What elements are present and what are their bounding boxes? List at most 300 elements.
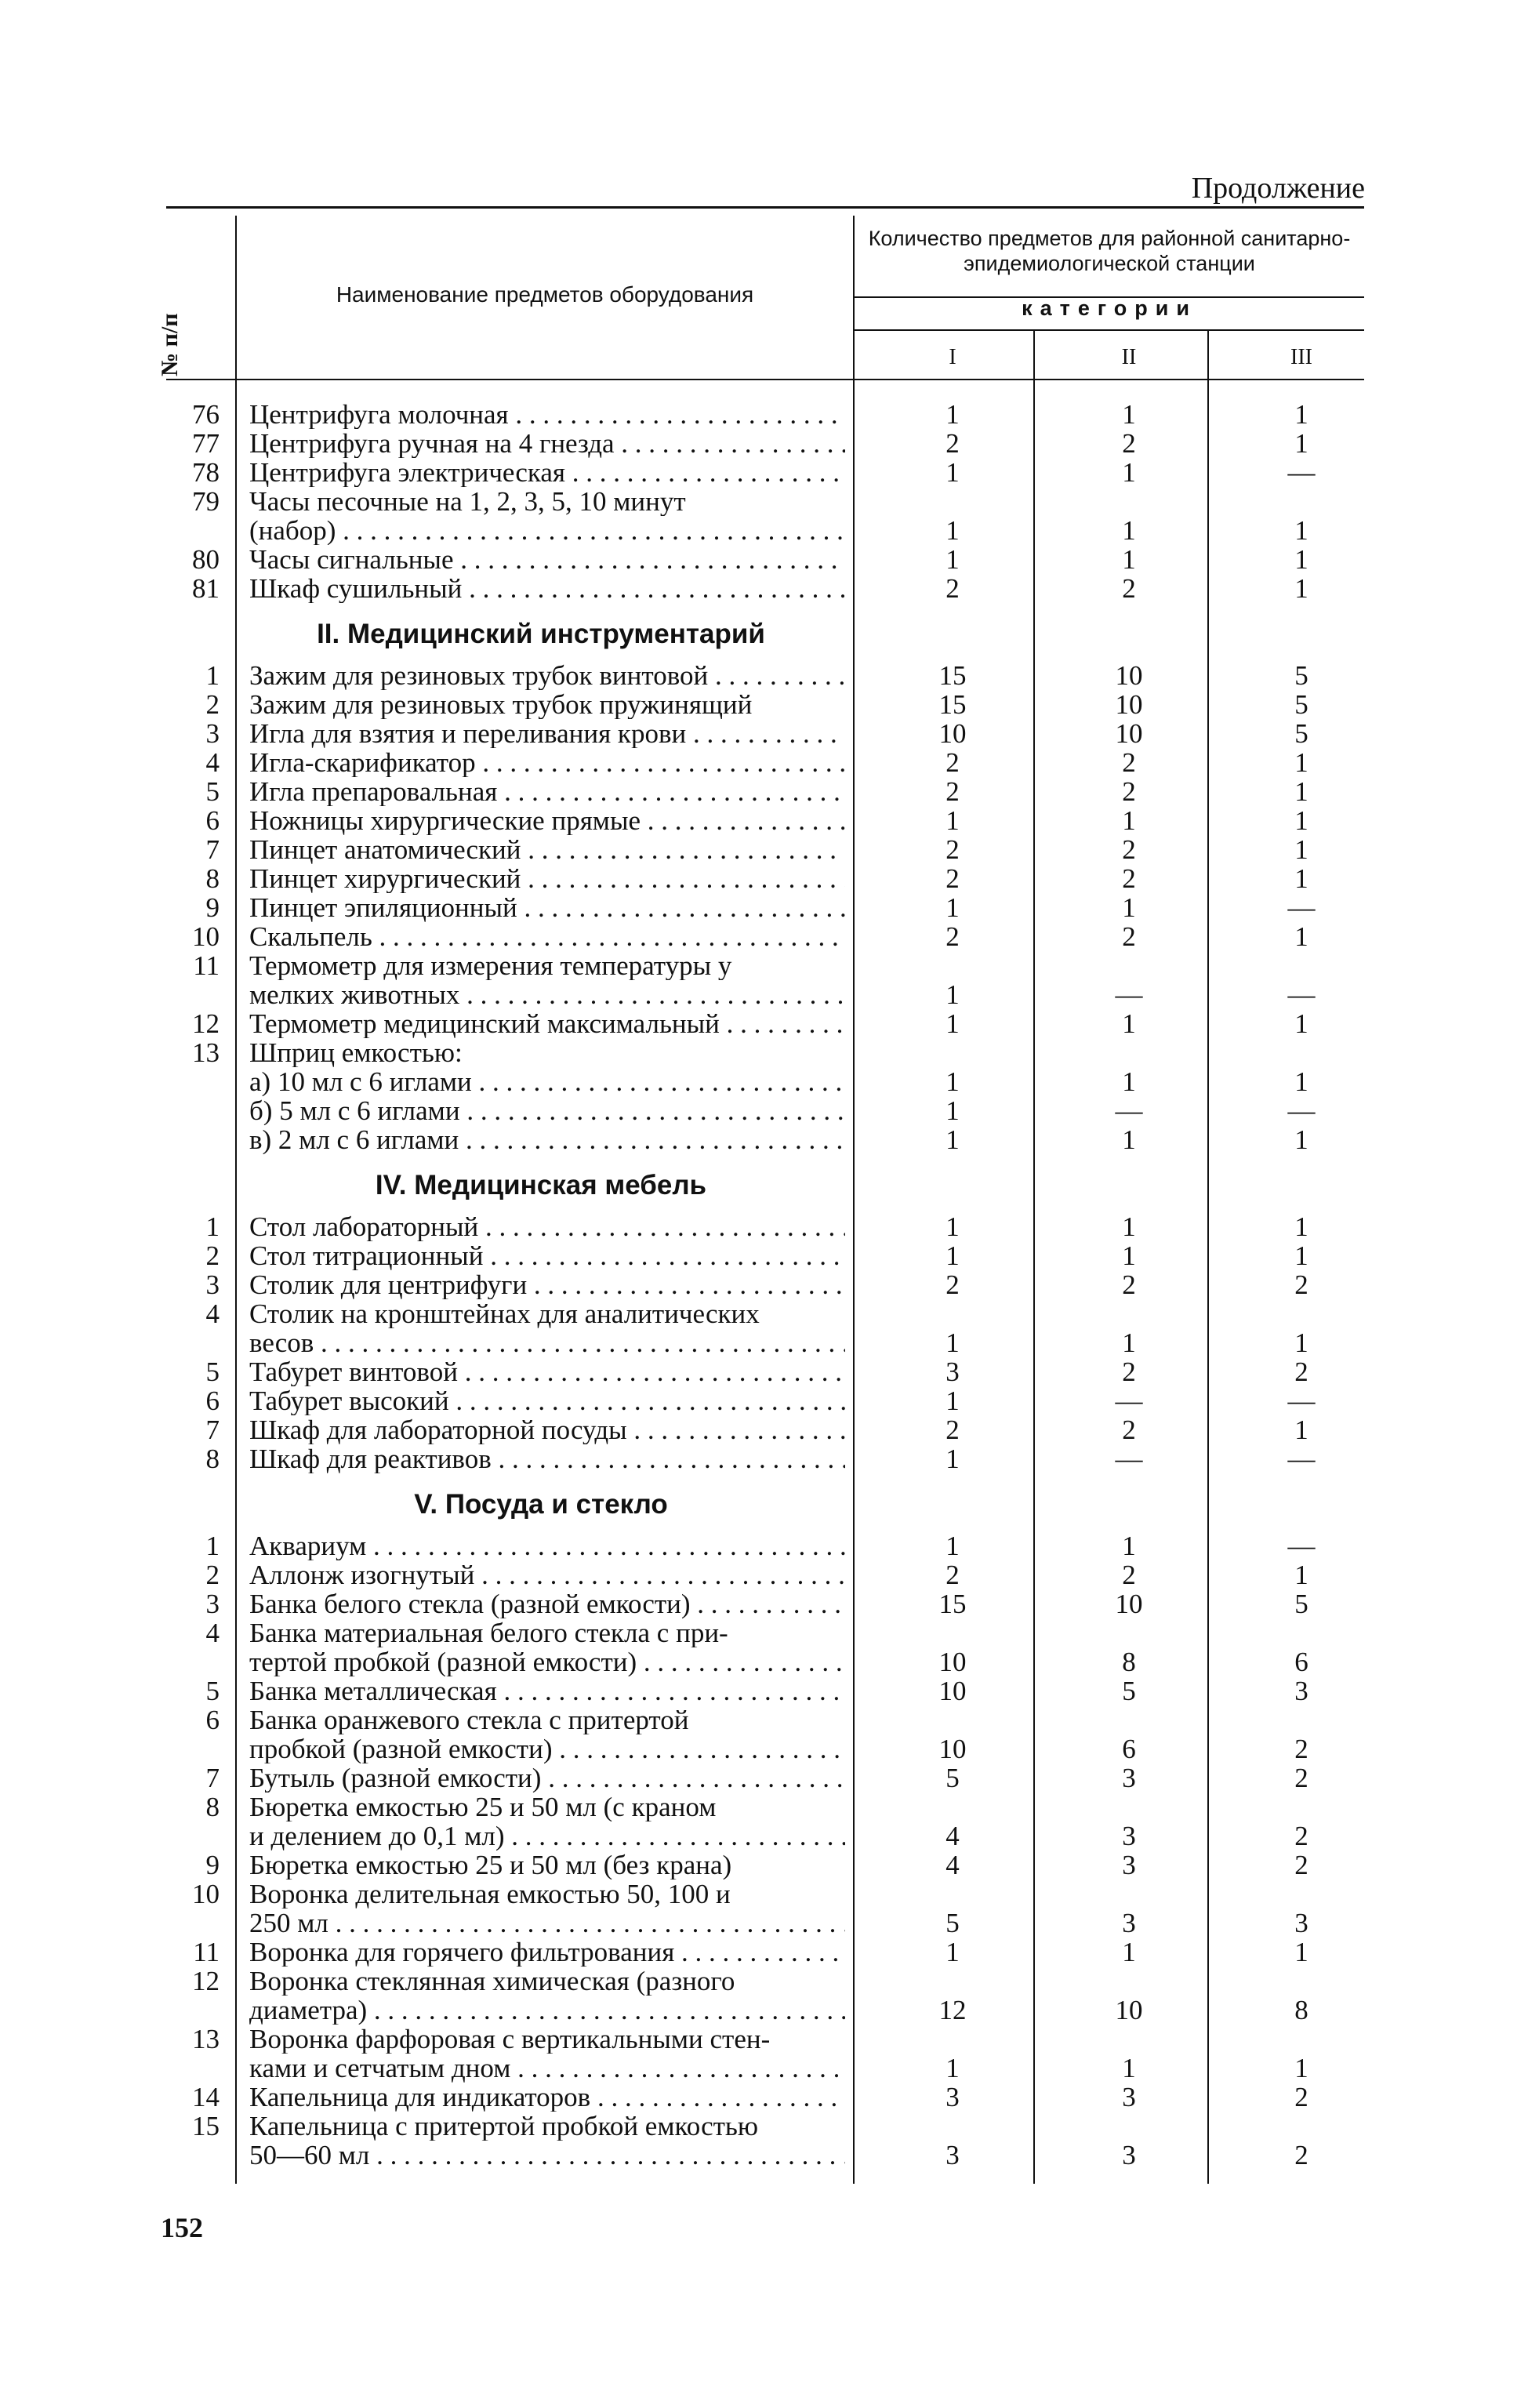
table-row <box>0 1560 1528 1589</box>
item-name: Капельница с притертой пробкой емкостью <box>249 2112 759 2141</box>
item-name: диаметра) . . . <box>249 1996 845 2025</box>
qty-category-1: 2 <box>945 921 960 952</box>
qty-category-1: 1 <box>945 1937 960 1967</box>
qty-category-3: — <box>1287 1095 1316 1126</box>
qty-category-3: 6 <box>1294 1647 1308 1677</box>
qty-category-3: 1 <box>1294 573 1308 604</box>
item-name: Ножницы хирургические прямые . . . <box>249 806 845 835</box>
row-number: 8 <box>205 1792 220 1822</box>
qty-category-1: 15 <box>938 660 967 691</box>
table-row <box>0 690 1528 719</box>
continuation-label: Продолжение <box>1191 172 1365 205</box>
qty-category-2: — <box>1115 1095 1143 1126</box>
qty-category-3: — <box>1287 1386 1316 1416</box>
qty-category-2: 1 <box>1122 515 1136 546</box>
table-row <box>0 1328 1528 1357</box>
row-number: 7 <box>205 1415 220 1445</box>
qty-category-1: 1 <box>945 805 960 836</box>
item-name: Центрифуга ручная на 4 гнезда . . . <box>249 429 845 458</box>
qty-category-1: 10 <box>938 718 967 749</box>
item-name: Воронка для горячего фильтрования . . . <box>249 1938 845 1967</box>
qty-category-1: 1 <box>945 544 960 575</box>
table-row <box>0 1357 1528 1386</box>
table-row <box>0 2141 1528 2170</box>
item-name: в) 2 мл с 6 иглами . . . <box>249 1125 845 1154</box>
qty-category-2: 1 <box>1122 2053 1136 2083</box>
qty-category-2: 1 <box>1122 892 1136 923</box>
qty-category-2: — <box>1115 979 1143 1010</box>
qty-category-3: 2 <box>1294 1357 1308 1387</box>
qty-category-2: 2 <box>1122 428 1136 459</box>
table-row <box>0 1241 1528 1270</box>
item-name: тертой пробкой (разной емкости) . . . <box>249 1647 845 1676</box>
qty-category-2: 2 <box>1122 921 1136 952</box>
row-number: 5 <box>205 776 220 807</box>
item-name: Часы песочные на 1, 2, 3, 5, 10 минут <box>249 487 686 516</box>
table-row <box>0 1880 1528 1909</box>
qty-category-3: 1 <box>1294 1066 1308 1097</box>
item-name: Бюретка емкостью 25 и 50 мл (с краном <box>249 1792 717 1821</box>
qty-category-2: 10 <box>1115 718 1143 749</box>
row-number: 9 <box>205 892 220 923</box>
item-name: Центрифуга молочная . . . <box>249 400 845 429</box>
qty-category-1: 12 <box>938 1995 967 2025</box>
item-name: Шкаф для реактивов . . . <box>249 1444 845 1473</box>
item-name: Игла для взятия и переливания крови . . . <box>249 719 845 748</box>
header-name: Наименование предметов оборудования <box>336 282 754 307</box>
qty-category-3: 1 <box>1294 428 1308 459</box>
qty-category-3: 1 <box>1294 1327 1308 1358</box>
table-row <box>0 400 1528 429</box>
qty-category-1: 10 <box>938 1734 967 1764</box>
header-category-3: III <box>1290 345 1312 369</box>
qty-category-3: 2 <box>1294 1850 1308 1880</box>
qty-category-2: 2 <box>1122 1415 1136 1445</box>
qty-category-3: 1 <box>1294 1937 1308 1967</box>
row-number: 6 <box>205 1705 220 1735</box>
table-row <box>0 1996 1528 2025</box>
qty-category-3: 5 <box>1294 1589 1308 1619</box>
row-number: 8 <box>205 863 220 894</box>
table-row <box>0 1067 1528 1096</box>
qty-category-3: — <box>1287 1444 1316 1474</box>
qty-category-1: 3 <box>945 2082 960 2112</box>
qty-category-1: 2 <box>945 1560 960 1590</box>
header-category-2: II <box>1121 345 1137 369</box>
qty-category-3: 1 <box>1294 834 1308 865</box>
header-category-1: I <box>949 345 956 369</box>
item-name: Зажим для резиновых трубок винтовой . . . <box>249 661 845 690</box>
item-name: Бутыль (разной емкости) . . . <box>249 1763 845 1792</box>
qty-category-1: 10 <box>938 1676 967 1706</box>
qty-category-2: 2 <box>1122 1357 1136 1387</box>
qty-category-2: 1 <box>1122 1327 1136 1358</box>
row-number: 4 <box>205 1298 220 1329</box>
qty-category-1: 1 <box>945 1240 960 1271</box>
qty-category-2: 3 <box>1122 1908 1136 1938</box>
row-number: 10 <box>192 921 220 952</box>
item-name: Аллонж изогнутый . . . <box>249 1560 845 1589</box>
qty-category-1: 2 <box>945 428 960 459</box>
qty-category-2: 6 <box>1122 1734 1136 1764</box>
item-name: Столик на кронштейнах для аналитических <box>249 1299 760 1328</box>
qty-category-2: 10 <box>1115 689 1143 720</box>
table-row <box>0 2054 1528 2083</box>
item-name: Банка оранжевого стекла с притертой <box>249 1705 689 1734</box>
item-name: Аквариум . . . <box>249 1531 845 1560</box>
item-name: Банка белого стекла (разной емкости) . . . <box>249 1589 845 1618</box>
item-name: пробкой (разной емкости) . . . <box>249 1734 845 1763</box>
table-row <box>0 1386 1528 1415</box>
table-row <box>0 951 1528 980</box>
qty-category-3: — <box>1287 457 1316 488</box>
qty-category-3: 1 <box>1294 1008 1308 1039</box>
table-row <box>0 1967 1528 1996</box>
qty-category-3: 1 <box>1294 515 1308 546</box>
qty-category-1: 1 <box>945 1124 960 1155</box>
qty-category-3: 1 <box>1294 2053 1308 2083</box>
item-name: мелких животных . . . <box>249 980 845 1009</box>
qty-category-2: 2 <box>1122 1560 1136 1590</box>
qty-category-2: 1 <box>1122 1008 1136 1039</box>
qty-category-2: 5 <box>1122 1676 1136 1706</box>
table-row <box>0 1909 1528 1938</box>
table-row <box>0 1444 1528 1473</box>
item-name: Стол лабораторный . . . <box>249 1212 845 1241</box>
qty-category-1: 1 <box>945 1066 960 1097</box>
item-name: Игла-скарификатор . . . <box>249 748 845 777</box>
item-name: Скальпель . . . <box>249 922 845 951</box>
row-number: 13 <box>192 2024 220 2054</box>
header-bottom-rule <box>166 379 1364 380</box>
item-name: Игла препаровальная . . . <box>249 777 845 806</box>
row-number: 4 <box>205 1618 220 1648</box>
qty-category-1: 2 <box>945 747 960 778</box>
row-number: 3 <box>205 1269 220 1300</box>
qty-category-1: 10 <box>938 1647 967 1677</box>
qty-category-3: 3 <box>1294 1908 1308 1938</box>
item-name: весов . . . <box>249 1328 845 1357</box>
item-name: Банка материальная белого стекла с при- <box>249 1618 728 1647</box>
qty-category-1: 1 <box>945 1444 960 1474</box>
qty-category-1: 15 <box>938 1589 967 1619</box>
table-row <box>0 516 1528 545</box>
table-row <box>0 806 1528 835</box>
qty-category-2: 2 <box>1122 863 1136 894</box>
qty-category-1: 5 <box>945 1908 960 1938</box>
qty-category-2: 2 <box>1122 1269 1136 1300</box>
table-body <box>0 400 1528 2170</box>
table-row <box>0 1299 1528 1328</box>
row-number: 79 <box>192 486 220 517</box>
row-number: 76 <box>192 399 220 430</box>
item-name: Центрифуга электрическая . . . <box>249 458 845 487</box>
item-name: Пинцет эпиляционный . . . <box>249 893 845 922</box>
table-row <box>0 1270 1528 1299</box>
item-name: Столик для центрифуги . . . <box>249 1270 845 1299</box>
qty-category-1: 2 <box>945 863 960 894</box>
table-row <box>0 864 1528 893</box>
row-number: 1 <box>205 660 220 691</box>
table-row <box>0 980 1528 1009</box>
qty-category-2: 1 <box>1122 1066 1136 1097</box>
qty-category-2: 8 <box>1122 1647 1136 1677</box>
qty-category-3: 5 <box>1294 718 1308 749</box>
header-number: № п/п <box>157 313 183 376</box>
table-row <box>0 661 1528 690</box>
qty-category-2: 1 <box>1122 1937 1136 1967</box>
table-row <box>0 1763 1528 1792</box>
qty-category-1: 1 <box>945 399 960 430</box>
qty-category-3: 1 <box>1294 544 1308 575</box>
category-labels-rule <box>855 329 1364 331</box>
qty-category-3: 1 <box>1294 747 1308 778</box>
row-number: 3 <box>205 718 220 749</box>
qty-category-1: 15 <box>938 689 967 720</box>
row-number: 1 <box>205 1211 220 1242</box>
qty-category-1: 1 <box>945 515 960 546</box>
table-row <box>0 748 1528 777</box>
qty-category-2: 2 <box>1122 573 1136 604</box>
item-name: ками и сетчатым дном . . . <box>249 2054 845 2083</box>
qty-category-3: 1 <box>1294 1560 1308 1590</box>
row-number: 80 <box>192 544 220 575</box>
qty-category-2: 2 <box>1122 776 1136 807</box>
table-row <box>0 2025 1528 2054</box>
table-row <box>0 545 1528 574</box>
qty-category-2: 10 <box>1115 1995 1143 2025</box>
table-row <box>0 922 1528 951</box>
item-name: Банка металлическая . . . <box>249 1676 845 1705</box>
qty-category-2: — <box>1115 1444 1143 1474</box>
table-row <box>0 1531 1528 1560</box>
item-name: б) 5 мл с 6 иглами . . . <box>249 1096 845 1125</box>
table-row <box>0 719 1528 748</box>
qty-category-1: 1 <box>945 1211 960 1242</box>
qty-category-2: 3 <box>1122 2082 1136 2112</box>
qty-category-2: — <box>1115 1386 1143 1416</box>
qty-category-2: 2 <box>1122 747 1136 778</box>
table-row <box>0 1938 1528 1967</box>
table-row <box>0 893 1528 922</box>
table-row <box>0 835 1528 864</box>
item-name: Воронка стеклянная химическая (разного <box>249 1967 735 1996</box>
qty-category-3: 1 <box>1294 863 1308 894</box>
row-number: 11 <box>193 1937 220 1967</box>
item-name: а) 10 мл с 6 иглами . . . <box>249 1067 845 1096</box>
item-name: Термометр для измерения температуры у <box>249 951 732 980</box>
item-name: Зажим для резиновых трубок пружинящий <box>249 690 753 719</box>
qty-category-2: 3 <box>1122 2140 1136 2170</box>
table-row <box>0 458 1528 487</box>
row-number: 12 <box>192 1966 220 1996</box>
qty-category-2: 10 <box>1115 1589 1143 1619</box>
table-row <box>0 1647 1528 1676</box>
header-categories: категории <box>1022 296 1197 320</box>
qty-category-3: 2 <box>1294 1269 1308 1300</box>
row-number: 4 <box>205 747 220 778</box>
qty-category-3: — <box>1287 979 1316 1010</box>
qty-category-2: 1 <box>1122 1211 1136 1242</box>
item-name: Воронка делительная емкостью 50, 100 и <box>249 1880 731 1909</box>
row-number: 2 <box>205 1560 220 1590</box>
item-name: Шкаф сушильный . . . <box>249 574 845 603</box>
row-number: 6 <box>205 805 220 836</box>
section-heading: II. Медицинский инструментарий <box>317 619 765 649</box>
qty-category-2: 1 <box>1122 1531 1136 1561</box>
qty-category-1: 3 <box>945 2140 960 2170</box>
qty-category-2: 1 <box>1122 399 1136 430</box>
table-row <box>0 1589 1528 1618</box>
qty-category-3: 1 <box>1294 1415 1308 1445</box>
item-name: Стол титрационный . . . <box>249 1241 845 1270</box>
item-name: (набор) . . . <box>249 516 845 545</box>
item-name: Шприц емкостью: <box>249 1038 463 1067</box>
qty-category-3: 2 <box>1294 2082 1308 2112</box>
item-name: Табурет высокий . . . <box>249 1386 845 1415</box>
item-name: Пинцет анатомический . . . <box>249 835 845 864</box>
table-row <box>0 2112 1528 2141</box>
qty-category-3: 1 <box>1294 399 1308 430</box>
qty-category-1: 2 <box>945 573 960 604</box>
qty-category-3: 1 <box>1294 1124 1308 1155</box>
qty-category-1: 1 <box>945 2053 960 2083</box>
item-name: Капельница для индикаторов . . . <box>249 2083 845 2112</box>
row-number: 5 <box>205 1357 220 1387</box>
qty-category-3: 2 <box>1294 2140 1308 2170</box>
qty-category-2: 3 <box>1122 1763 1136 1793</box>
table-row <box>0 1850 1528 1880</box>
qty-category-1: 3 <box>945 1357 960 1387</box>
qty-category-3: 2 <box>1294 1821 1308 1851</box>
qty-category-3: — <box>1287 892 1316 923</box>
row-number: 8 <box>205 1444 220 1474</box>
qty-category-1: 2 <box>945 1269 960 1300</box>
qty-category-2: 1 <box>1122 1124 1136 1155</box>
item-name: Часы сигнальные . . . <box>249 545 845 574</box>
row-number: 77 <box>192 428 220 459</box>
qty-category-1: 4 <box>945 1821 960 1851</box>
header-quantity: Количество предметов для районной санитарно-эпидемиологической станции <box>868 227 1351 275</box>
qty-category-2: 3 <box>1122 1821 1136 1851</box>
row-number: 11 <box>193 950 220 981</box>
row-number: 3 <box>205 1589 220 1619</box>
item-name: Бюретка емкостью 25 и 50 мл (без крана) <box>249 1850 732 1880</box>
table-row <box>0 1125 1528 1154</box>
row-number: 6 <box>205 1386 220 1416</box>
table-row <box>0 1821 1528 1850</box>
qty-category-1: 1 <box>945 1095 960 1126</box>
table-row <box>0 1038 1528 1067</box>
table-row <box>0 1676 1528 1705</box>
qty-category-3: 2 <box>1294 1734 1308 1764</box>
item-name: и делением до 0,1 мл) . . . <box>249 1821 845 1850</box>
row-number: 9 <box>205 1850 220 1880</box>
qty-category-1: 1 <box>945 1531 960 1561</box>
table-row <box>0 1734 1528 1763</box>
qty-category-2: 3 <box>1122 1850 1136 1880</box>
qty-category-1: 1 <box>945 457 960 488</box>
qty-category-1: 1 <box>945 979 960 1010</box>
item-name: 50—60 мл . . . <box>249 2141 845 2170</box>
table-top-rule <box>166 206 1364 209</box>
item-name: Шкаф для лабораторной посуды . . . <box>249 1415 845 1444</box>
row-number: 7 <box>205 1763 220 1793</box>
section-heading: IV. Медицинская мебель <box>375 1170 707 1200</box>
row-number: 5 <box>205 1676 220 1706</box>
row-number: 7 <box>205 834 220 865</box>
table-row <box>0 777 1528 806</box>
qty-category-3: 8 <box>1294 1995 1308 2025</box>
table-row <box>0 574 1528 603</box>
qty-category-3: 2 <box>1294 1763 1308 1793</box>
qty-category-2: 2 <box>1122 834 1136 865</box>
table-row <box>0 1212 1528 1241</box>
item-name: Воронка фарфоровая с вертикальными стен- <box>249 2025 771 2054</box>
item-name: Пинцет хирургический . . . <box>249 864 845 893</box>
table-row <box>0 1618 1528 1647</box>
qty-category-1: 4 <box>945 1850 960 1880</box>
table-row <box>0 1096 1528 1125</box>
qty-category-2: 1 <box>1122 457 1136 488</box>
qty-category-1: 1 <box>945 892 960 923</box>
row-number: 13 <box>192 1037 220 1068</box>
item-name: Термометр медицинский максимальный . . . <box>249 1009 845 1038</box>
qty-category-3: 1 <box>1294 776 1308 807</box>
qty-category-1: 2 <box>945 834 960 865</box>
table-row <box>0 1705 1528 1734</box>
table-row <box>0 1792 1528 1821</box>
table-row <box>0 1415 1528 1444</box>
qty-category-3: 1 <box>1294 1211 1308 1242</box>
row-number: 10 <box>192 1879 220 1909</box>
qty-category-3: 5 <box>1294 689 1308 720</box>
row-number: 12 <box>192 1008 220 1039</box>
item-name: 250 мл . . . <box>249 1909 845 1938</box>
qty-category-3: 1 <box>1294 805 1308 836</box>
qty-category-1: 1 <box>945 1327 960 1358</box>
row-number: 14 <box>192 2082 220 2112</box>
qty-category-1: 2 <box>945 776 960 807</box>
qty-category-3: 3 <box>1294 1676 1308 1706</box>
page-number: 152 <box>161 2212 203 2243</box>
qty-category-3: 5 <box>1294 660 1308 691</box>
qty-category-2: 1 <box>1122 1240 1136 1271</box>
row-number: 78 <box>192 457 220 488</box>
row-number: 2 <box>205 689 220 720</box>
qty-category-3: 1 <box>1294 921 1308 952</box>
row-number: 2 <box>205 1240 220 1271</box>
table-row <box>0 2083 1528 2112</box>
item-name: Табурет винтовой . . . <box>249 1357 845 1386</box>
table-row <box>0 1009 1528 1038</box>
table-row <box>0 429 1528 458</box>
qty-category-3: 1 <box>1294 1240 1308 1271</box>
qty-category-2: 10 <box>1115 660 1143 691</box>
row-number: 81 <box>192 573 220 604</box>
qty-category-3: — <box>1287 1531 1316 1561</box>
qty-category-1: 1 <box>945 1008 960 1039</box>
row-number: 15 <box>192 2111 220 2141</box>
section-heading: V. Посуда и стекло <box>414 1489 668 1520</box>
qty-category-1: 5 <box>945 1763 960 1793</box>
row-number: 1 <box>205 1531 220 1561</box>
qty-category-1: 2 <box>945 1415 960 1445</box>
qty-category-1: 1 <box>945 1386 960 1416</box>
qty-category-2: 1 <box>1122 544 1136 575</box>
table-row <box>0 487 1528 516</box>
qty-category-2: 1 <box>1122 805 1136 836</box>
